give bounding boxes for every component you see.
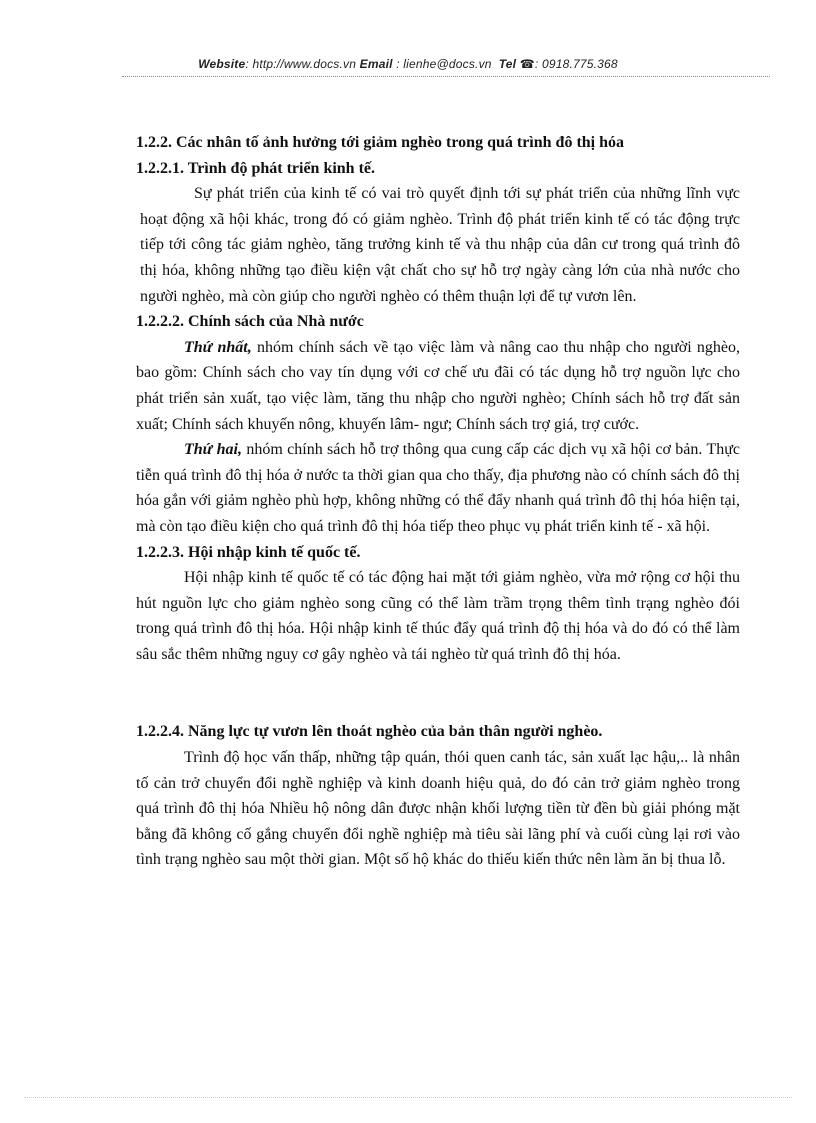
paragraph-text: nhóm chính sách hỗ trợ thông qua cung cấp các dịch vụ xã hội cơ bản. Thực tiễn quá trình đô thị hóa ở nước ta thời gian qua cho thấy, địa phương nào có chính sách đô thị hóa gắn với giảm nghèo phù hợp, không những có thể đẩy nhanh quá trình đô thị hóa hiện tại, mà còn tạo điều kiện cho quá trình đô thị hóa tiếp theo phục vụ phát triển kinh tế - xã hội. xyxy=(136,441,740,535)
page-header xyxy=(0,57,816,71)
header-divider xyxy=(122,76,770,77)
section-1-2-2-2-paragraph-1 xyxy=(136,335,740,437)
paragraph-text: nhóm chính sách về tạo việc làm và nâng cao thu nhập cho người nghèo, bao gồm: Chính sách cho vay tín dụng với cơ chế ưu đãi có tác dụng hỗ trợ nguồn lực cho phát triển sản xuất, tạo việc làm, tăng thu nhập cho người nghèo; Chính sách hỗ trợ đất sản xuất; Chính sách khuyến nông, khuyến lâm- ngư; Chính sách trợ giá, trợ cước. xyxy=(136,338,741,433)
tel-label: Tel xyxy=(498,57,517,71)
website-value: : http://www.docs.vn xyxy=(245,57,357,71)
footer-divider xyxy=(24,1097,792,1098)
phone-icon: ☎ xyxy=(519,57,535,71)
section-1-2-2-3-title: 1.2.2.3. Hội nhập kinh tế quốc tế. xyxy=(136,543,361,561)
section-1-2-2-1-paragraph: Sự phát triển của kinh tế có vai trò quyết định tới sự phát triển của những lĩnh vực hoạt động xã hội khác, trong đó có giảm nghèo. Trình độ phát triển kinh tế có tác động trực tiếp tới công tác giảm nghèo, tăng trưởng kinh tế và thu nhập của dân cư trong quá trình đô thị hóa, không những tạo điều kiện vật chất cho sự hỗ trợ ngày càng lớn của nhà nước cho người nghèo, mà còn giúp cho người nghèo có thêm thuận lợi để tự vươn lên. xyxy=(140,185,740,305)
tel-value: : 0918.775.368 xyxy=(534,57,618,71)
section-1-2-2-1-title: 1.2.2.1. Trình độ phát triển kinh tế. xyxy=(136,159,376,177)
section-1-2-2-4-title: 1.2.2.4. Năng lực tự vươn lên thoát nghèo của bản thân người nghèo. xyxy=(136,723,603,741)
website-label: Website xyxy=(198,57,246,71)
lead-thu-nhat: Thứ nhất, xyxy=(184,338,252,356)
section-1-2-2-4-paragraph: Trình độ học vấn thấp, những tập quán, thói quen canh tác, sản xuất lạc hậu,.. là nhân tố cản trở chuyển đổi nghề nghiệp và kinh doanh hiệu quả, do đó cản trở giảm nghèo trong quá trình đô thị hóa Nhiều hộ nông dân được nhận khối lượng tiền từ đền bù giải phóng mặt bằng đã không cố gắng chuyển đổi nghề nghiệp mà tiêu sài lãng phí và cuối cùng lại rơi vào tình trạng nghèo sau một thời gian. Một số hộ khác do thiếu kiến thức nên làm ăn bị thua lỗ. xyxy=(136,749,740,869)
section-1-2-2-3-paragraph: Hội nhập kinh tế quốc tế có tác động hai mặt tới giảm nghèo, vừa mở rộng cơ hội thu hút nguồn lực cho giảm nghèo song cũng có thể làm trầm trọng thêm tình trạng nghèo đói trong quá trình đô thị hóa. Hội nhập kinh tế thúc đẩy quá trình độ thị hóa và do đó có thể làm sâu sắc thêm những nguy cơ gây nghèo và tái nghèo từ quá trình đô thị hóa. xyxy=(136,569,740,663)
lead-thu-hai: Thứ hai, xyxy=(184,441,242,459)
section-1-2-2-2-title: 1.2.2.2. Chính sách của Nhà nước xyxy=(136,313,364,331)
email-label: Email xyxy=(359,57,393,71)
section-1-2-2-title: 1.2.2. Các nhân tố ảnh hưởng tới giảm nghèo trong quá trình đô thị hóa xyxy=(136,134,625,151)
email-value: : lienhe@docs.vn xyxy=(392,57,492,71)
spacer xyxy=(136,667,740,719)
section-1-2-2-2-paragraph-2 xyxy=(136,437,740,539)
document-body xyxy=(136,130,740,873)
